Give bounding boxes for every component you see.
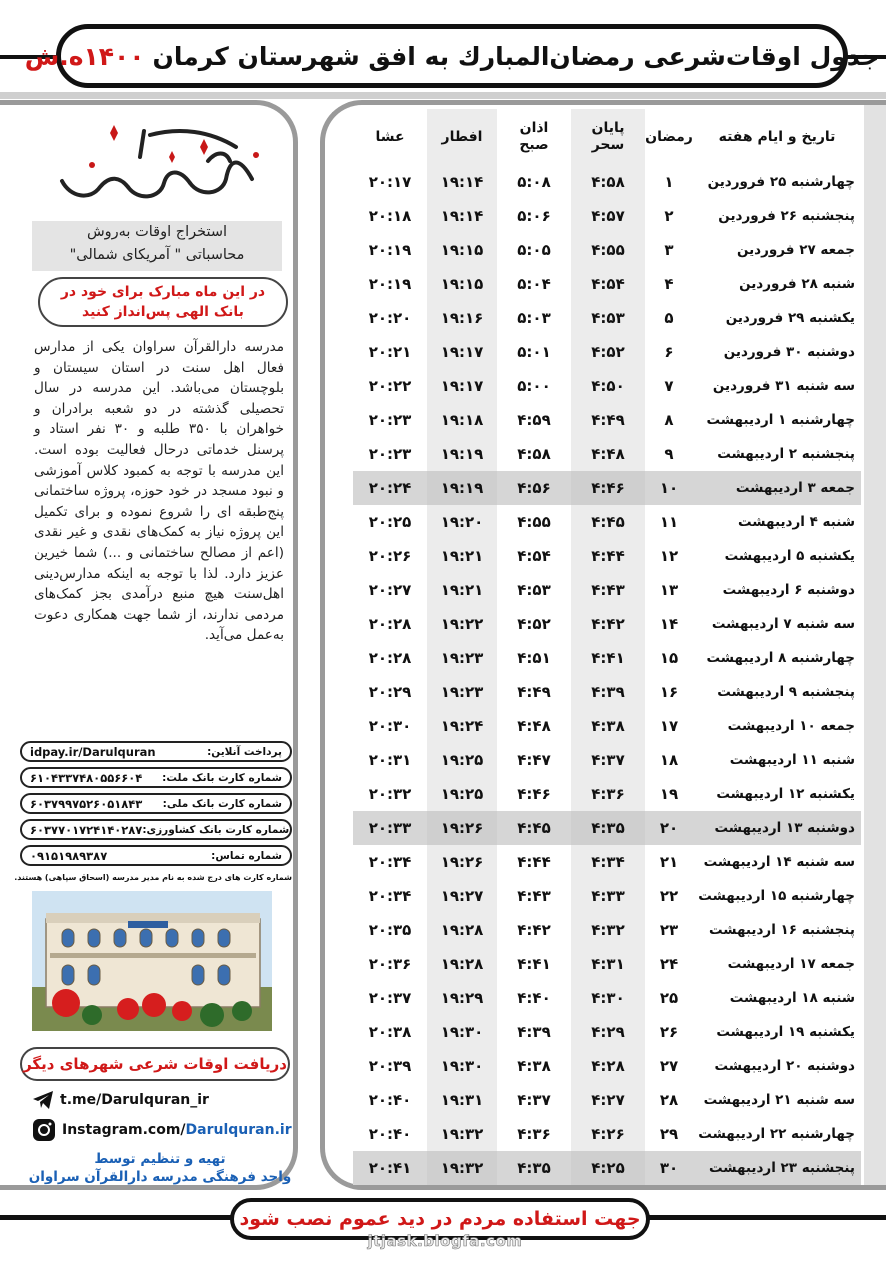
cell-isha: ۲۰:۱۹ — [368, 241, 412, 259]
cell-ramadan-day: ۷ — [664, 377, 674, 395]
cell-iftar: ۱۹:۱۴ — [427, 165, 497, 199]
table-row — [353, 233, 861, 267]
cell-fajr-azan: ۴:۴۴ — [517, 853, 551, 871]
cell-isha: ۲۰:۲۲ — [368, 377, 412, 395]
cell-sahar-end: ۴:۴۸ — [571, 437, 645, 471]
cell-iftar: ۱۹:۳۰ — [427, 1015, 497, 1049]
cell-isha: ۲۰:۲۸ — [368, 615, 412, 633]
cell-date: سه شنبه ۱۴ اردیبهشت — [703, 854, 855, 870]
cell-sahar-end: ۴:۴۱ — [571, 641, 645, 675]
cell-date: پنجشنبه ۲ اردیبهشت — [717, 446, 855, 462]
telegram-link[interactable] — [32, 1089, 209, 1111]
cell-ramadan-day: ۹ — [664, 445, 674, 463]
cell-date: جمعه ۲۷ فروردین — [736, 242, 855, 258]
cell-ramadan-day: ۱۶ — [659, 683, 679, 701]
cell-iftar: ۱۹:۲۹ — [427, 981, 497, 1015]
cell-isha: ۲۰:۱۷ — [368, 173, 412, 191]
cell-fajr-azan: ۴:۵۴ — [517, 547, 551, 565]
cell-isha: ۲۰:۲۱ — [368, 343, 412, 361]
cell-fajr-azan: ۴:۴۷ — [517, 751, 551, 769]
table-row — [353, 369, 861, 403]
cell-fajr-azan: ۴:۵۲ — [517, 615, 551, 633]
cell-isha: ۲۰:۴۰ — [368, 1125, 412, 1143]
table-row — [353, 607, 861, 641]
ramadan-kareem-calligraphy — [40, 117, 280, 217]
cell-sahar-end: ۴:۴۴ — [571, 539, 645, 573]
cell-sahar-end: ۴:۳۱ — [571, 947, 645, 981]
cell-ramadan-day: ۵ — [664, 309, 674, 327]
timetable-body — [353, 165, 861, 1185]
cell-fajr-azan: ۵:۰۶ — [517, 207, 551, 225]
cell-date: یکشنبه ۱۹ اردیبهشت — [716, 1024, 855, 1040]
cell-sahar-end: ۴:۲۸ — [571, 1049, 645, 1083]
cell-sahar-end: ۴:۵۳ — [571, 301, 645, 335]
method-line-2: محاسباتی " آمریکای شمالی" — [69, 247, 245, 263]
payment-label: پرداخت آنلاین: — [207, 745, 282, 758]
table-row — [353, 981, 861, 1015]
cell-ramadan-day: ۲۴ — [659, 955, 679, 973]
cell-sahar-end: ۴:۳۷ — [571, 743, 645, 777]
cell-isha: ۲۰:۲۴ — [353, 471, 427, 505]
table-row — [353, 811, 861, 845]
cell-ramadan-day: ۱۸ — [659, 751, 679, 769]
cell-isha: ۲۰:۳۱ — [368, 751, 412, 769]
cell-date: سه شنبه ۳۱ فروردین — [712, 378, 855, 394]
cell-isha: ۲۰:۳۶ — [368, 955, 412, 973]
cell-date: جمعه ۳ اردیبهشت — [693, 471, 861, 505]
cell-ramadan-day: ۲۰ — [645, 811, 693, 845]
cell-fajr-azan: ۴:۵۱ — [517, 649, 551, 667]
cell-sahar-end: ۴:۳۹ — [571, 675, 645, 709]
cell-iftar: ۱۹:۱۴ — [427, 199, 497, 233]
payment-row-keshavarzi — [20, 819, 292, 840]
cell-iftar: ۱۹:۱۷ — [427, 335, 497, 369]
col-header-sahar-text: پایان سحر — [591, 120, 625, 153]
cell-sahar-end: ۴:۵۲ — [571, 335, 645, 369]
cell-date: دوشنبه ۲۰ اردیبهشت — [714, 1058, 855, 1074]
cell-isha: ۲۰:۳۰ — [368, 717, 412, 735]
cell-ramadan-day: ۲ — [664, 207, 674, 225]
payment-label: شماره تماس: — [211, 849, 282, 862]
cell-iftar: ۱۹:۳۲ — [427, 1117, 497, 1151]
cell-iftar: ۱۹:۲۳ — [427, 675, 497, 709]
table-row — [353, 199, 861, 233]
cell-iftar: ۱۹:۱۷ — [427, 369, 497, 403]
cell-sahar-end: ۴:۵۴ — [571, 267, 645, 301]
cell-sahar-end: ۴:۳۲ — [571, 913, 645, 947]
cell-iftar: ۱۹:۱۹ — [427, 471, 497, 505]
payment-row-mellat — [20, 767, 292, 788]
table-row — [353, 743, 861, 777]
instagram-icon — [32, 1118, 56, 1142]
cell-date: جمعه ۱۰ اردیبهشت — [727, 718, 855, 734]
cell-isha: ۲۰:۲۳ — [368, 445, 412, 463]
cell-fajr-azan: ۴:۵۸ — [517, 445, 551, 463]
cell-ramadan-day: ۲۶ — [659, 1023, 679, 1041]
cell-fajr-azan: ۴:۳۵ — [497, 1151, 571, 1185]
cell-iftar: ۱۹:۲۸ — [427, 913, 497, 947]
cell-isha: ۲۰:۲۸ — [368, 649, 412, 667]
table-row — [353, 1049, 861, 1083]
cell-fajr-azan: ۴:۴۵ — [497, 811, 571, 845]
cell-fajr-azan: ۴:۳۶ — [517, 1125, 551, 1143]
cell-ramadan-day: ۲۹ — [659, 1125, 679, 1143]
cell-iftar: ۱۹:۲۶ — [427, 845, 497, 879]
cell-date: پنجشنبه ۹ اردیبهشت — [717, 684, 855, 700]
table-header-row — [353, 109, 861, 165]
timetable — [353, 109, 861, 1185]
telegram-icon — [32, 1090, 54, 1110]
cell-isha: ۲۰:۲۷ — [368, 581, 412, 599]
cell-ramadan-day: ۱۹ — [659, 785, 679, 803]
cell-date: پنجشنبه ۲۶ فروردین — [718, 208, 855, 224]
telegram-url: t.me/Darulquran_ir — [60, 1092, 209, 1108]
table-row — [353, 845, 861, 879]
cell-isha: ۲۰:۲۹ — [368, 683, 412, 701]
col-header-iftar: افطار — [427, 109, 497, 165]
cell-isha: ۲۰:۳۷ — [368, 989, 412, 1007]
table-row — [353, 165, 861, 199]
cell-sahar-end: ۴:۳۴ — [571, 845, 645, 879]
cell-ramadan-day: ۸ — [664, 411, 674, 429]
cell-ramadan-day: ۱۴ — [659, 615, 679, 633]
table-row — [353, 709, 861, 743]
cell-isha: ۲۰:۱۸ — [368, 207, 412, 225]
col-header-isha: عشا — [375, 128, 405, 145]
cell-ramadan-day: ۲۷ — [659, 1057, 679, 1075]
cell-fajr-azan: ۴:۴۳ — [517, 887, 551, 905]
instagram-prefix: Instagram.com/ — [62, 1122, 186, 1138]
payment-label: شماره کارت بانک ملی: — [162, 797, 282, 810]
promo-banner — [38, 277, 288, 327]
cell-fajr-azan: ۴:۴۸ — [517, 717, 551, 735]
cell-isha: ۲۰:۳۹ — [368, 1057, 412, 1075]
cell-isha: ۲۰:۳۸ — [368, 1023, 412, 1041]
payment-label: شماره کارت بانک ملت: — [162, 771, 282, 784]
table-row — [353, 505, 861, 539]
cell-sahar-end: ۴:۲۷ — [571, 1083, 645, 1117]
payment-row-melli — [20, 793, 292, 814]
cell-ramadan-day: ۲۱ — [659, 853, 679, 871]
cell-ramadan-day: ۱۷ — [659, 717, 679, 735]
cell-isha: ۲۰:۲۳ — [368, 411, 412, 429]
cell-iftar: ۱۹:۲۵ — [427, 743, 497, 777]
col-header-ramadan: رمضان — [645, 128, 693, 145]
cell-isha: ۲۰:۴۱ — [353, 1151, 427, 1185]
payment-note: شماره کارت های درج شده به نام مدیر مدرسه (اسحاق سپاهی) هستند. — [14, 873, 292, 882]
cell-isha: ۲۰:۲۶ — [368, 547, 412, 565]
cell-fajr-azan: ۵:۰۱ — [517, 343, 551, 361]
cell-date: پنجشنبه ۱۶ اردیبهشت — [708, 922, 855, 938]
cell-fajr-azan: ۵:۰۸ — [517, 173, 551, 191]
cell-date: دوشنبه ۱۳ اردیبهشت — [693, 811, 861, 845]
cell-ramadan-day: ۲۵ — [659, 989, 679, 1007]
table-row — [353, 403, 861, 437]
table-row — [353, 301, 861, 335]
cell-fajr-azan: ۵:۰۳ — [517, 309, 551, 327]
table-row — [353, 1117, 861, 1151]
cell-iftar: ۱۹:۲۱ — [427, 539, 497, 573]
instagram-link[interactable] — [32, 1119, 292, 1141]
credit-line-2: واحد فرهنگی مدرسه دارالقرآن سراوان — [28, 1169, 292, 1185]
other-cities-banner: دریافت اوقات شرعی شهرهای دیگر — [20, 1047, 290, 1081]
cell-date: شنبه ۱۱ اردیبهشت — [729, 752, 855, 768]
cell-date: شنبه ۲۸ فروردین — [739, 276, 855, 292]
cell-date: سه شنبه ۲۱ اردیبهشت — [703, 1092, 855, 1108]
cell-date: جمعه ۱۷ اردیبهشت — [727, 956, 855, 972]
cell-sahar-end: ۴:۲۶ — [571, 1117, 645, 1151]
cell-iftar: ۱۹:۲۲ — [427, 607, 497, 641]
cell-iftar: ۱۹:۳۱ — [427, 1083, 497, 1117]
table-row — [353, 913, 861, 947]
school-building-photo — [32, 891, 272, 1031]
cell-ramadan-day: ۱۲ — [659, 547, 679, 565]
cell-date: چهارشنبه ۲۵ فروردین — [707, 174, 855, 190]
cell-sahar-end: ۴:۴۶ — [571, 471, 645, 505]
cell-iftar: ۱۹:۲۷ — [427, 879, 497, 913]
header-band — [0, 92, 886, 99]
cell-ramadan-day: ۳۰ — [645, 1151, 693, 1185]
cell-sahar-end: ۴:۵۷ — [571, 199, 645, 233]
cell-isha: ۲۰:۳۴ — [368, 853, 412, 871]
cell-sahar-end: ۴:۳۸ — [571, 709, 645, 743]
watermark: jtjask.blogfa.com — [367, 1232, 523, 1250]
info-panel — [0, 100, 298, 1190]
cell-iftar: ۱۹:۲۸ — [427, 947, 497, 981]
cell-sahar-end: ۴:۳۶ — [571, 777, 645, 811]
table-row — [353, 267, 861, 301]
cell-fajr-azan: ۴:۴۶ — [517, 785, 551, 803]
timetable-panel — [320, 100, 886, 1190]
cell-isha: ۲۰:۲۵ — [368, 513, 412, 531]
cell-isha: ۲۰:۱۹ — [368, 275, 412, 293]
cell-isha: ۲۰:۳۴ — [368, 887, 412, 905]
cell-fajr-azan: ۴:۳۸ — [517, 1057, 551, 1075]
cell-iftar: ۱۹:۳۲ — [427, 1151, 497, 1185]
cell-ramadan-day: ۲۲ — [659, 887, 679, 905]
table-row — [353, 675, 861, 709]
cell-date: یکشنبه ۱۲ اردیبهشت — [716, 786, 855, 802]
cell-sahar-end: ۴:۴۵ — [571, 505, 645, 539]
cell-ramadan-day: ۱۰ — [645, 471, 693, 505]
promo-line-1: در این ماه مبارک برای خود در — [60, 284, 266, 300]
col-header-date: تاریخ و ایام هفته — [718, 128, 836, 145]
cell-ramadan-day: ۳ — [664, 241, 674, 259]
cell-date: سه شنبه ۷ اردیبهشت — [711, 616, 855, 632]
cell-isha: ۲۰:۳۵ — [368, 921, 412, 939]
table-row — [353, 573, 861, 607]
table-row — [353, 1151, 861, 1185]
payment-value: ۶۰۳۷۹۹۷۵۲۶۰۵۱۸۴۳ — [30, 796, 143, 811]
school-description: مدرسه دارالقرآن سراوان یکی از مدارس فعال اهل سنت در استان سیستان و بلوچستان می‌باشد. این مدرسه در سال تحصیلی گذشته در دو شعبه برادران و خواهران با ۳۵۰ طلبه و ۳۰ نفر استاد و پرسنل خدماتی درحال فعالیت بوده است. این مدرسه با توجه به کمبود کلاس آموزشی و نبود مسجد در خود حوزه، پروژه ساختمانی پنج‌طبقه ای را شروع نموده و برای تکمیل این پروژه نیاز به کمک‌های نقدی و غیر نقدی (اعم از مصالح ساختمانی و ...) شما خیرین عزیز دارد. لذا با توجه به اینکه مدارس‌دینی اهل‌سنت هیچ منبع درآمدی بجز کمک‌های مردمی ندارند، از شما جهت همکاری دعوت به‌عمل می‌آید. — [34, 339, 284, 644]
cell-ramadan-day: ۱۵ — [659, 649, 679, 667]
cell-sahar-end: ۴:۵۰ — [571, 369, 645, 403]
cell-date: شنبه ۴ اردیبهشت — [738, 514, 855, 530]
table-row — [353, 335, 861, 369]
table-row — [353, 641, 861, 675]
cell-ramadan-day: ۲۳ — [659, 921, 679, 939]
cell-sahar-end: ۴:۳۵ — [571, 811, 645, 845]
cell-ramadan-day: ۶ — [664, 343, 674, 361]
payment-row-phone — [20, 845, 292, 866]
cell-date: یکشنبه ۲۹ فروردین — [725, 310, 855, 326]
method-line-1: استخراج اوقات به‌روش — [86, 224, 228, 240]
table-row — [353, 539, 861, 573]
payment-value: ۰۹۱۵۱۹۸۹۳۸۷ — [30, 848, 108, 863]
cell-fajr-azan: ۴:۴۰ — [517, 989, 551, 1007]
cell-fajr-azan: ۴:۵۳ — [517, 581, 551, 599]
table-row — [353, 437, 861, 471]
panel-edge — [864, 105, 886, 1185]
cell-fajr-azan: ۴:۳۹ — [517, 1023, 551, 1041]
cell-ramadan-day: ۲۸ — [659, 1091, 679, 1109]
cell-fajr-azan: ۴:۴۹ — [517, 683, 551, 701]
cell-iftar: ۱۹:۱۹ — [427, 437, 497, 471]
cell-isha: ۲۰:۴۰ — [368, 1091, 412, 1109]
cell-sahar-end: ۴:۲۹ — [571, 1015, 645, 1049]
cell-sahar-end: ۴:۵۵ — [571, 233, 645, 267]
cell-ramadan-day: ۱۳ — [659, 581, 679, 599]
cell-date: شنبه ۱۸ اردیبهشت — [729, 990, 855, 1006]
payment-value[interactable]: idpay.ir/Darulquran — [30, 744, 156, 759]
cell-sahar-end: ۴:۲۵ — [571, 1151, 645, 1185]
cell-ramadan-day: ۱ — [664, 173, 674, 191]
cell-sahar-end: ۴:۵۸ — [571, 165, 645, 199]
credit-line-1: تهیه و تنظیم توسط — [94, 1151, 226, 1167]
cell-ramadan-day: ۴ — [664, 275, 674, 293]
cell-iftar: ۱۹:۲۰ — [427, 505, 497, 539]
cell-date: دوشنبه ۳۰ فروردین — [723, 344, 855, 360]
cell-isha: ۲۰:۳۲ — [368, 785, 412, 803]
cell-iftar: ۱۹:۲۶ — [427, 811, 497, 845]
cell-date: چهارشنبه ۲۲ اردیبهشت — [698, 1126, 855, 1142]
cell-date: دوشنبه ۶ اردیبهشت — [722, 582, 855, 598]
col-header-fajr — [497, 109, 571, 165]
cell-iftar: ۱۹:۲۱ — [427, 573, 497, 607]
payment-row-online — [20, 741, 292, 762]
cell-sahar-end: ۴:۴۲ — [571, 607, 645, 641]
cell-date: چهارشنبه ۱۵ اردیبهشت — [698, 888, 855, 904]
page-title: جدول اوقات‌شرعی رمضان‌المبارك به افق شهرستان كرمان — [152, 41, 880, 71]
cell-fajr-azan: ۵:۰۵ — [517, 241, 551, 259]
table-row — [353, 879, 861, 913]
cell-fajr-azan: ۴:۵۹ — [517, 411, 551, 429]
cell-iftar: ۱۹:۱۵ — [427, 267, 497, 301]
col-header-fajr-text: اذان صبح — [519, 120, 549, 153]
cell-isha: ۲۰:۲۰ — [368, 309, 412, 327]
calculation-method-note — [32, 221, 282, 271]
cell-sahar-end: ۴:۴۹ — [571, 403, 645, 437]
cell-sahar-end: ۴:۳۰ — [571, 981, 645, 1015]
cell-iftar: ۱۹:۲۳ — [427, 641, 497, 675]
cell-iftar: ۱۹:۱۵ — [427, 233, 497, 267]
table-row — [353, 1015, 861, 1049]
cell-fajr-azan: ۴:۴۲ — [517, 921, 551, 939]
col-header-sahar — [571, 109, 645, 165]
cell-iftar: ۱۹:۱۸ — [427, 403, 497, 437]
cell-isha: ۲۰:۳۳ — [353, 811, 427, 845]
cell-iftar: ۱۹:۲۵ — [427, 777, 497, 811]
cell-sahar-end: ۴:۳۳ — [571, 879, 645, 913]
cell-date: یکشنبه ۵ اردیبهشت — [724, 548, 855, 564]
cell-iftar: ۱۹:۲۴ — [427, 709, 497, 743]
cell-date: پنجشنبه ۲۳ اردیبهشت — [693, 1151, 861, 1185]
page-header — [24, 24, 880, 88]
cell-date: چهارشنبه ۱ اردیبهشت — [706, 412, 855, 428]
cell-fajr-azan: ۴:۴۱ — [517, 955, 551, 973]
promo-line-2: بانک الهی پس‌انداز کنید — [82, 304, 244, 320]
payment-label: شماره کارت بانک کشاورزی: — [142, 823, 290, 836]
payment-value: ۶۰۳۷۷۰۱۷۲۴۱۴۰۲۸۷ — [30, 822, 143, 837]
cell-fajr-azan: ۵:۰۴ — [517, 275, 551, 293]
table-row — [353, 1083, 861, 1117]
cell-sahar-end: ۴:۴۳ — [571, 573, 645, 607]
table-row — [353, 471, 861, 505]
footer-notice: جهت استفاده مردم در دید عموم نصب شود — [230, 1198, 650, 1240]
cell-fajr-azan: ۴:۵۵ — [517, 513, 551, 531]
table-row — [353, 777, 861, 811]
cell-date: چهارشنبه ۸ اردیبهشت — [706, 650, 855, 666]
table-row — [353, 947, 861, 981]
cell-iftar: ۱۹:۱۶ — [427, 301, 497, 335]
cell-fajr-azan: ۴:۵۶ — [497, 471, 571, 505]
cell-fajr-azan: ۵:۰۰ — [517, 377, 551, 395]
year-label: ۱۴۰۰ه.ش — [24, 41, 145, 71]
cell-iftar: ۱۹:۳۰ — [427, 1049, 497, 1083]
instagram-handle: Darulquran.ir — [185, 1122, 292, 1138]
cell-ramadan-day: ۱۱ — [659, 513, 679, 531]
cell-fajr-azan: ۴:۳۷ — [517, 1091, 551, 1109]
payment-value: ۶۱۰۴۳۳۷۴۸۰۵۵۶۶۰۴ — [30, 770, 143, 785]
